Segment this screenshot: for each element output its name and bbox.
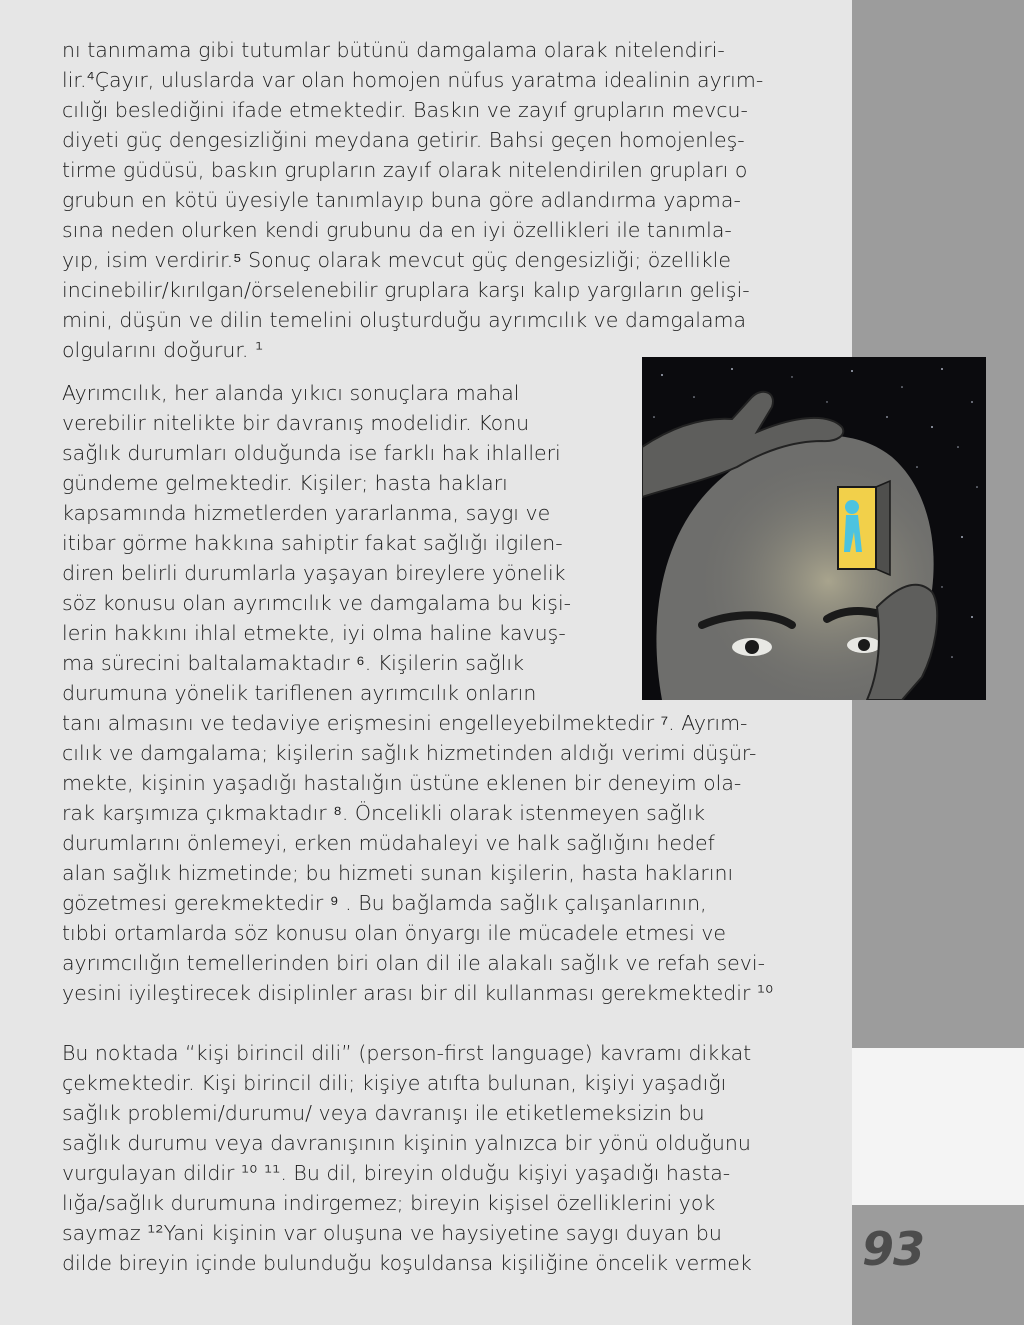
page-number: 93	[862, 1222, 925, 1276]
body-line: sağlık durumları olduğunda ise farklı hak ihlalleri	[62, 441, 561, 465]
body-line: sağlık problemi/durumu/ veya davranışı ile etiketlemeksizin bu	[62, 1101, 705, 1125]
body-line: söz konusu olan ayrımcılık ve damgalama bu kişi-	[62, 591, 572, 615]
sidebar-band-middle	[852, 1048, 1024, 1205]
body-line: sına neden olurken kendi grubunu da en iyi özellikleri ile tanımla-	[62, 218, 732, 242]
body-line: tirme güdüsü, baskın grupların zayıf olarak nitelendirilen grupları o	[62, 158, 748, 182]
body-line: itibar görme hakkına sahiptir fakat sağlığı ilgilen-	[62, 531, 563, 555]
body-line: çekmektedir. Kişi birincil dili; kişiye atıfta bulunan, kişiyi yaşadığı	[62, 1071, 727, 1095]
body-line: durumlarını önlemeyi, erken müdahaleyi ve halk sağlığını hedef	[62, 831, 715, 855]
body-line: olgularını doğurur. ¹	[62, 338, 264, 362]
body-line: dilde bireyin içinde bulunduğu koşuldansa kişiliğine öncelik vermek	[62, 1251, 752, 1275]
body-line: kapsamında hizmetlerden yararlanma, saygı ve	[62, 501, 551, 525]
body-line: grubun en kötü üyesiyle tanımlayıp buna göre adlandırma yapma-	[62, 188, 741, 212]
body-line: lerin hakkını ihlal etmekte, iyi olma haline kavuş-	[62, 621, 566, 645]
body-line: Ayrımcılık, her alanda yıkıcı sonuçlara mahal	[62, 381, 520, 405]
body-line: gözetmesi gerekmektedir ⁹ . Bu bağlamda sağlık çalışanlarının,	[62, 891, 707, 915]
body-line: incinebilir/kırılgan/örselenebilir gruplara karşı kalıp yargıların gelişi-	[62, 278, 750, 302]
body-line: yıp, isim verdirir.⁵ Sonuç olarak mevcut güç dengesizliği; özellikle	[62, 248, 731, 272]
body-line: nı tanımama gibi tutumlar bütünü damgalama olarak nitelendiri-	[62, 38, 725, 62]
body-line: saymaz ¹²Yani kişinin var oluşuna ve haysiyetine saygı duyan bu	[62, 1221, 722, 1245]
body-line: verebilir nitelikte bir davranış modelidir. Konu	[62, 411, 530, 435]
body-line: yesini iyileştirecek disiplinler arası bir dil kullanması gerekmektedir ¹⁰	[62, 981, 774, 1005]
body-line: rak karşımıza çıkmaktadır ⁸. Öncelikli olarak istenmeyen sağlık	[62, 801, 705, 825]
body-line: tıbbi ortamlarda söz konusu olan önyargı ile mücadele etmesi ve	[62, 921, 727, 945]
body-line: sağlık durumu veya davranışının kişinin yalnızca bir yönü olduğunu	[62, 1131, 751, 1155]
body-line: mini, düşün ve dilin temelini oluşturduğu ayrımcılık ve damgalama	[62, 308, 747, 332]
body-line: lığa/sağlık durumuna indirgemez; bireyin kişisel özelliklerini yok	[62, 1191, 716, 1215]
body-line: ayrımcılığın temellerinden biri olan dil ile alakalı sağlık ve refah sevi-	[62, 951, 766, 975]
body-line: diren belirli durumlarla yaşayan bireylere yönelik	[62, 561, 566, 585]
body-line: cılığı beslediğini ifade etmektedir. Baskın ve zayıf grupların mevcu-	[62, 98, 748, 122]
body-line: vurgulayan dildir ¹⁰ ¹¹. Bu dil, bireyin olduğu kişiyi yaşadığı hasta-	[62, 1161, 731, 1185]
head-with-door-illustration	[642, 357, 986, 700]
body-line: lir.⁴Çayır, uluslarda var olan homojen nüfus yaratma idealinin ayrım-	[62, 68, 764, 92]
body-line: tanı almasını ve tedaviye erişmesini engelleyebilmektedir ⁷. Ayrım-	[62, 711, 748, 735]
body-line: cılık ve damgalama; kişilerin sağlık hizmetinden aldığı verimi düşür-	[62, 741, 757, 765]
body-line: durumuna yönelik tariflenen ayrımcılık onların	[62, 681, 537, 705]
body-line: ma sürecini baltalamaktadır ⁶. Kişilerin sağlık	[62, 651, 525, 675]
body-line: mekte, kişinin yaşadığı hastalığın üstüne eklenen bir deneyim ola-	[62, 771, 742, 795]
body-line: alan sağlık hizmetinde; bu hizmeti sunan kişilerin, hasta haklarını	[62, 861, 734, 885]
body-line: gündeme gelmektedir. Kişiler; hasta hakları	[62, 471, 508, 495]
body-line: Bu noktada “kişi birincil dili” (person-first language) kavramı dikkat	[62, 1041, 752, 1065]
body-line: diyeti güç dengesizliğini meydana getirir. Bahsi geçen homojenleş-	[62, 128, 745, 152]
